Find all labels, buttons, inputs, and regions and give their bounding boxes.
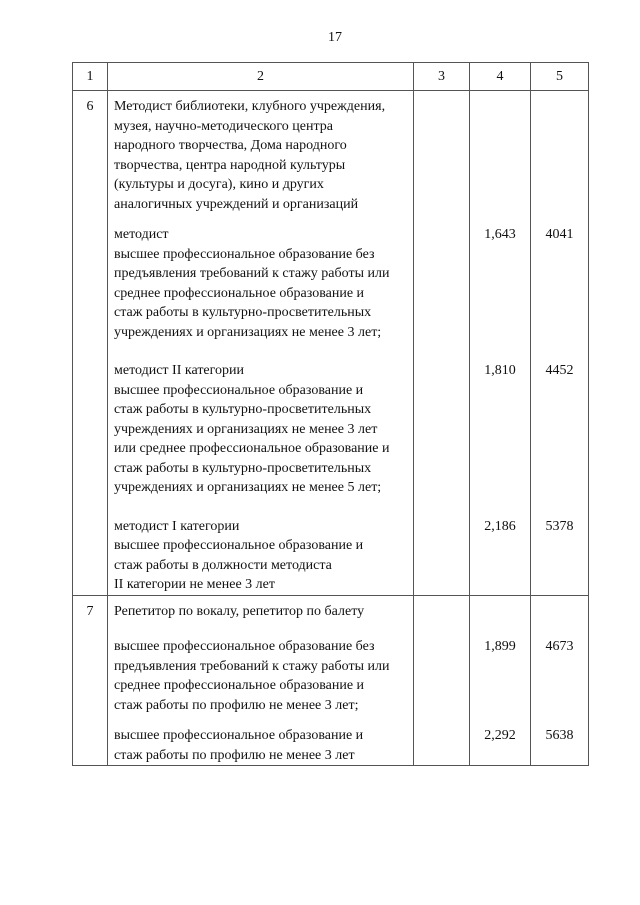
col-3-value (414, 517, 469, 595)
description-line: стаж работы по профилю не менее 3 лет (114, 747, 355, 763)
table-row (73, 91, 589, 596)
position-description (108, 595, 414, 766)
salary-cell (531, 91, 589, 596)
description-line: учреждениях и организациях не менее 3 лет (114, 421, 378, 437)
salary-value (531, 97, 588, 214)
description-line: стаж работы в культурно-просветительных (114, 305, 372, 320)
description-line: стаж работы по профилю не менее 3 лет; (114, 697, 359, 713)
salary-value: 5378 (545, 518, 574, 534)
description-line: методист (114, 227, 169, 242)
description-line: методист II категории (114, 363, 245, 378)
description-block (114, 602, 413, 622)
coefficient-value: 1,643 (484, 227, 516, 242)
description-block (114, 726, 413, 765)
header-row (73, 63, 589, 91)
description-line: среднее профессиональное образование и (114, 285, 365, 301)
description-line: стаж работы в культурно-просветительных (114, 402, 372, 417)
header-col-2: 2 (108, 63, 414, 91)
salary-table (72, 62, 589, 766)
description-block (114, 517, 413, 595)
salary-cell (531, 595, 589, 766)
header-col-5: 5 (531, 63, 589, 91)
coefficient-value: 1,899 (484, 639, 516, 654)
description-line: среднее профессиональное образование и (114, 678, 365, 693)
description-line: высшее профессиональное образование и (114, 382, 364, 398)
coefficient-value (470, 97, 530, 214)
description-block (114, 637, 413, 715)
description-line: II категории не менее 3 лет (114, 577, 275, 592)
coefficient-value: 2,292 (484, 728, 516, 743)
col-3-value (414, 637, 469, 715)
description-line: высшее профессиональное образование без (114, 246, 375, 262)
description-line: высшее профессиональное образование и (114, 538, 364, 553)
description-block (114, 225, 413, 342)
col-3-value (414, 97, 469, 214)
description-line: учреждениях и организациях не менее 5 лет; (114, 480, 382, 495)
col-3-value (414, 225, 469, 342)
coefficient-cell (470, 595, 531, 766)
col-3-value (414, 361, 469, 498)
description-line: или среднее профессиональное образование и (114, 441, 390, 456)
col-3-value (414, 602, 469, 622)
coefficient-cell (470, 91, 531, 596)
coefficient-value (470, 602, 530, 622)
description-line: стаж работы в культурно-просветительных (114, 460, 372, 476)
salary-value: 4452 (545, 363, 574, 378)
description-line: учреждениях и организациях не менее 3 лет; (114, 324, 382, 340)
page-number: 17 (328, 30, 342, 45)
salary-value: 4041 (545, 227, 574, 242)
col-3-value (414, 726, 469, 765)
row-number: 7 (73, 595, 108, 766)
table-body (73, 91, 589, 766)
header-col-1: 1 (73, 63, 108, 91)
coefficient-value: 2,186 (484, 518, 516, 534)
col-3-cell (414, 595, 470, 766)
table-row (73, 595, 589, 766)
description-line: (культуры и досуга), кино и других (114, 177, 324, 192)
description-block (114, 97, 413, 214)
description-block (114, 361, 413, 498)
description-line: методист I категории (114, 518, 240, 534)
col-3-cell (414, 91, 470, 596)
description-line: высшее профессиональное образование и (114, 728, 364, 743)
description-line: высшее профессиональное образование без (114, 639, 375, 654)
salary-value: 4673 (545, 639, 574, 654)
description-line: музея, научно-методического центра (114, 118, 333, 134)
position-description (108, 91, 414, 596)
description-line: аналогичных учреждений и организаций (114, 196, 359, 212)
coefficient-value: 1,810 (484, 363, 516, 378)
row-number: 6 (73, 91, 108, 596)
description-line: предъявления требований к стажу работы или (114, 658, 390, 674)
description-line: предъявления требований к стажу работы или (114, 266, 390, 281)
description-line: творчества, центра народной культуры (114, 157, 346, 173)
header-col-3: 3 (414, 63, 470, 91)
header-col-4: 4 (470, 63, 531, 91)
description-line: Репетитор по вокалу, репетитор по балету (114, 603, 365, 619)
description-line: народного творчества, Дома народного (114, 138, 347, 153)
salary-value (531, 602, 588, 622)
salary-value: 5638 (545, 728, 574, 743)
description-line: Методист библиотеки, клубного учреждения, (114, 99, 386, 114)
description-line: стаж работы в должности методиста (114, 557, 332, 573)
